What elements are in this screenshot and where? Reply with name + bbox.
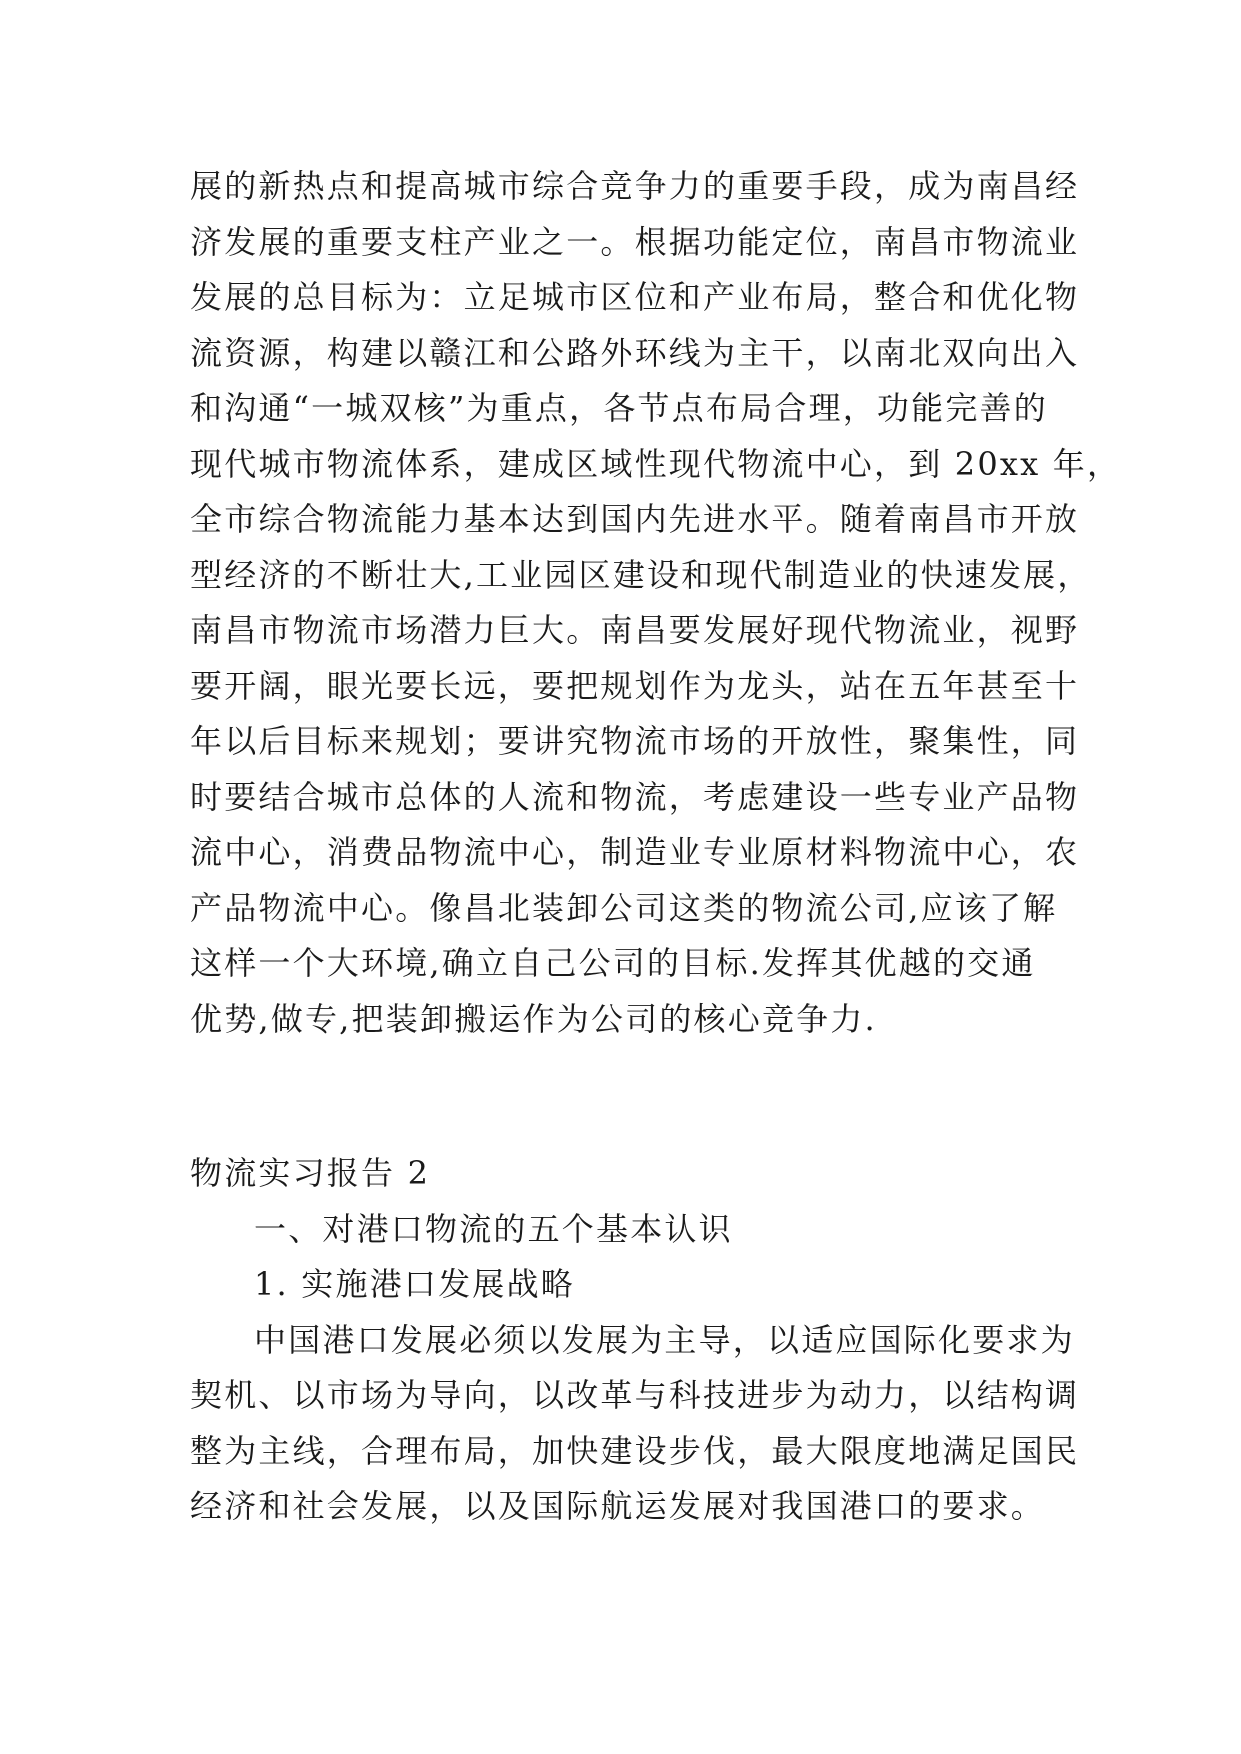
paragraph-line: 时要结合城市总体的人流和物流，考虑建设一些专业产品物 (190, 777, 1080, 816)
paragraph-line: 经济和社会发展，以及国际航运发展对我国港口的要求。 (190, 1487, 1046, 1525)
report-section (190, 1146, 1080, 1535)
paragraph-line: 现代城市物流体系，建成区域性现代物流中心，到 20xx 年， (190, 444, 1122, 483)
paragraph-line: 济发展的重要支柱产业之一。根据功能定位，南昌市物流业 (190, 222, 1080, 261)
paragraph-line: 整为主线，合理布局，加快建设步伐，最大限度地满足国民 (190, 1431, 1080, 1470)
paragraph-line: 这样一个大环境,确立自己公司的目标.发挥其优越的交通 (190, 944, 1036, 982)
section-title: 物流实习报告 2 (190, 1154, 431, 1192)
paragraph-line: 全市综合物流能力基本达到国内先进水平。随着南昌市开放 (190, 500, 1080, 538)
subsection-heading: 1. 实施港口发展战略 (254, 1265, 575, 1303)
paragraph-line: 南昌市物流市场潜力巨大。南昌要发展好现代物流业，视野 (190, 611, 1080, 649)
paragraph-line: 优势,做专,把装卸搬运作为公司的核心竞争力. (190, 999, 877, 1038)
paragraph-line: 和沟通“一城双核”为重点，各节点布局合理，功能完善的 (190, 389, 1048, 427)
body-paragraph (190, 159, 1122, 1047)
paragraph-line: 契机、以市场为导向，以改革与科技进步为动力，以结构调 (190, 1376, 1080, 1414)
paragraph-line: 发展的总目标为：立足城市区位和产业布局，整合和优化物 (190, 278, 1080, 316)
paragraph-line: 中国港口发展必须以发展为主导，以适应国际化要求为 (254, 1320, 1075, 1359)
paragraph-line: 展的新热点和提高城市综合竞争力的重要手段，成为南昌经 (190, 167, 1080, 205)
paragraph-line: 流资源，构建以赣江和公路外环线为主干，以南北双向出入 (190, 333, 1080, 372)
paragraph-line: 产品物流中心。像昌北装卸公司这类的物流公司,应该了解 (190, 888, 1058, 927)
paragraph-line: 年以后目标来规划；要讲究物流市场的开放性，聚集性，同 (190, 722, 1080, 760)
paragraph-line: 要开阔，眼光要长远，要把规划作为龙头，站在五年甚至十 (190, 666, 1080, 705)
paragraph-line: 流中心，消费品物流中心，制造业专业原材料物流中心，农 (190, 833, 1080, 871)
section-heading: 一、对港口物流的五个基本认识 (254, 1209, 733, 1248)
paragraph-line: 型经济的不断壮大,工业园区建设和现代制造业的快速发展， (190, 555, 1092, 594)
